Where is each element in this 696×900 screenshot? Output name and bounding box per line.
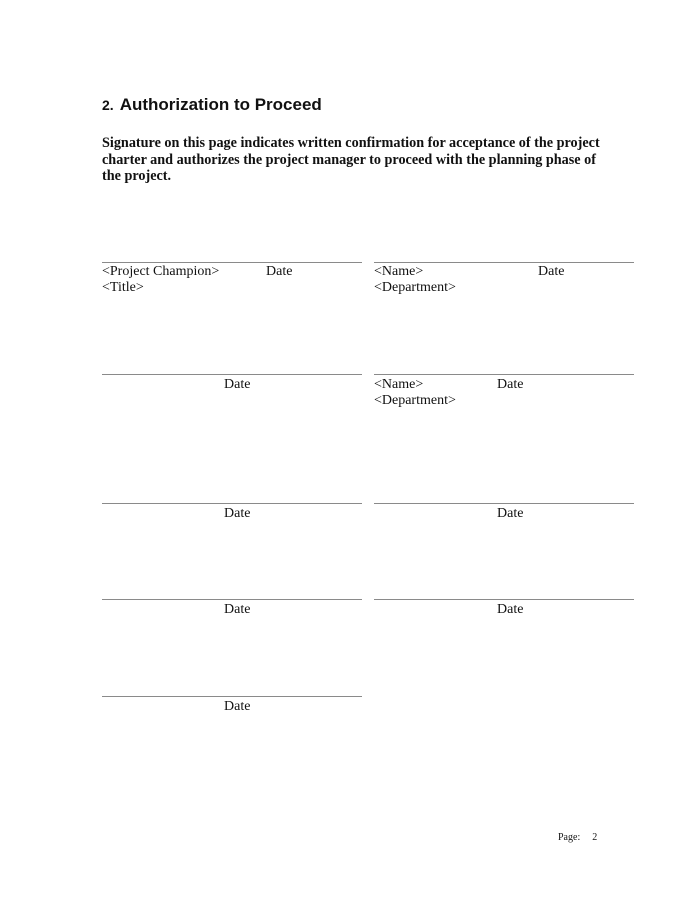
signature-line	[102, 503, 362, 504]
page-footer	[558, 832, 597, 843]
signature-line	[102, 262, 362, 263]
date-label: Date	[497, 602, 524, 617]
date-label: Date	[224, 699, 251, 714]
date-label: Date	[224, 506, 251, 521]
date-label: Date	[266, 264, 293, 279]
signer-department: <Department>	[374, 280, 456, 295]
signature-line	[102, 696, 362, 697]
page-number: 2	[592, 832, 598, 843]
signature-line	[102, 599, 362, 600]
signer-name: <Name>	[374, 264, 424, 279]
date-label: Date	[497, 506, 524, 521]
section-title: Authorization to Proceed	[119, 95, 322, 114]
section-number: 2.	[102, 97, 114, 113]
signature-line	[374, 503, 634, 504]
signer-department: <Department>	[374, 393, 456, 408]
signature-line	[374, 374, 634, 375]
signature-line	[374, 262, 634, 263]
date-label: Date	[497, 377, 524, 392]
signature-line	[374, 599, 634, 600]
section-heading	[102, 95, 322, 115]
date-label: Date	[224, 377, 251, 392]
page-label: Page:	[558, 832, 581, 843]
date-label: Date	[538, 264, 565, 279]
signer-title: <Title>	[102, 280, 144, 295]
signer-name: <Name>	[374, 377, 424, 392]
signature-line	[102, 374, 362, 375]
date-label: Date	[224, 602, 251, 617]
signer-name: <Project Champion>	[102, 264, 220, 279]
intro-paragraph: Signature on this page indicates written confirmation for acceptance of the project charter and authorizes the project manager to proceed with the planning phase of the project.	[102, 135, 600, 184]
